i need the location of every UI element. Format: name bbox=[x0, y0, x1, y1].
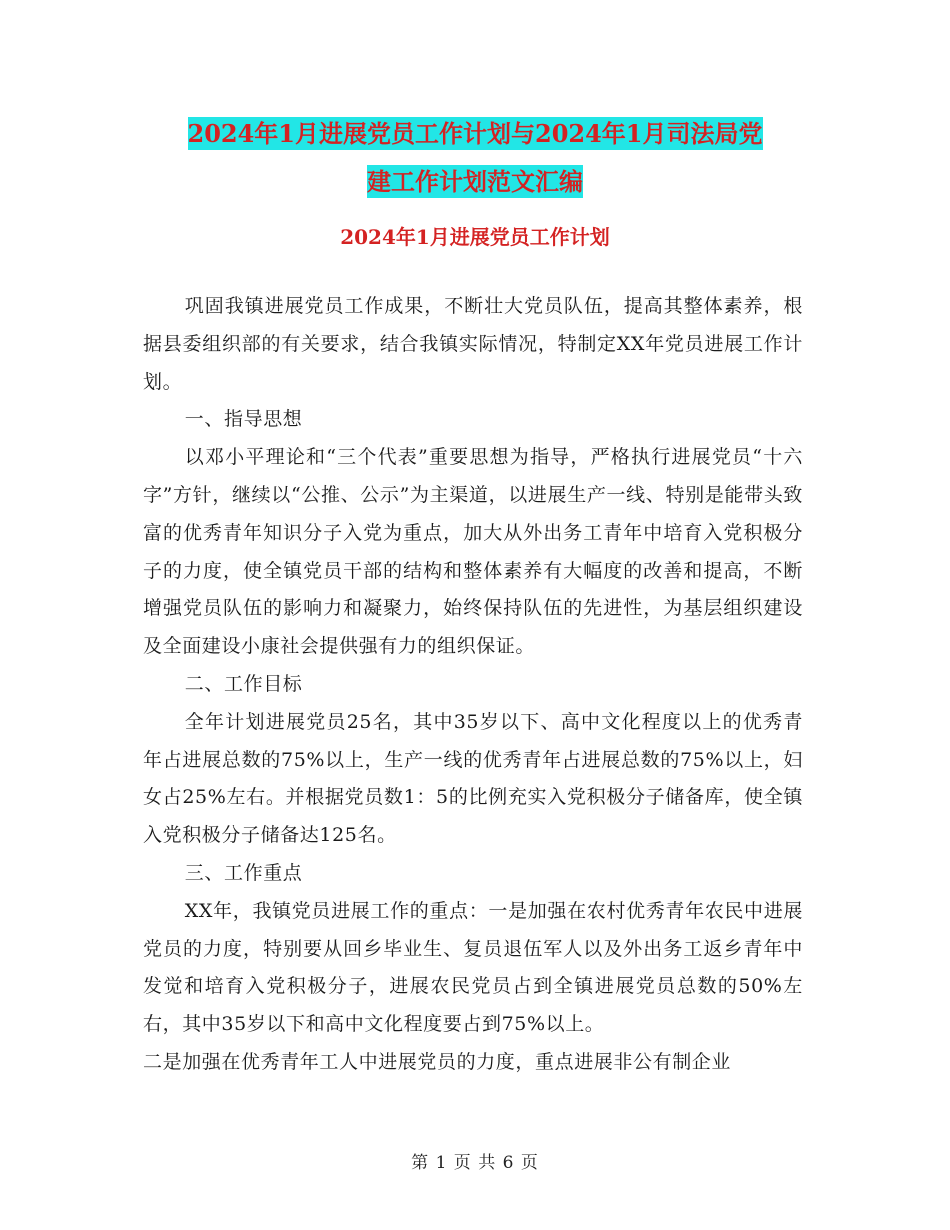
heading-work-focus: 三、工作重点 bbox=[184, 861, 303, 884]
paragraph-work-goals: 全年计划进展党员25名，其中35岁以下、高中文化程度以上的优秀青年占进展总数的75%以上，生产一线的优秀青年占进展总数的75%以上，妇女占25%左右。并根据党员数1：5的比例充实入党积极分子储备库，使全镇入党积极分子储备达125名。 bbox=[143, 710, 803, 847]
paragraph-work-focus: XX年，我镇党员进展工作的重点：一是加强在农村优秀青年农民中进展党员的力度，特别要从回乡毕业生、复员退伍军人以及外出务工返乡青年中发觉和培育入党积极分子，进展农民党员占到全镇进展党员总数的50%左右，其中35岁以下和高中文化程度要占到75%以上。 bbox=[143, 899, 803, 1036]
paragraph-intro: 巩固我镇进展党员工作成果，不断壮大党员队伍，提高其整体素养，根据县委组织部的有关要求，结合我镇实际情况，特制定XX年党员进展工作计划。 bbox=[143, 295, 803, 393]
document-title bbox=[140, 110, 810, 206]
paragraph-work-focus-continued: 二是加强在优秀青年工人中进展党员的力度，重点进展非公有制企业 bbox=[143, 1050, 732, 1073]
section-title: 2024年1月进展党员工作计划 bbox=[340, 225, 610, 249]
page-footer: 第 1 页 共 6 页 bbox=[411, 1153, 539, 1173]
document-title-line-2: 建工作计划范文汇编 bbox=[367, 167, 583, 196]
document-title-line-1: 2024年1月进展党员工作计划与2024年1月司法局党 bbox=[187, 119, 763, 148]
heading-guiding-ideology: 一、指导思想 bbox=[184, 408, 303, 431]
document-body bbox=[143, 288, 803, 1082]
paragraph-guiding-ideology: 以邓小平理论和“三个代表”重要思想为指导，严格执行进展党员“十六字”方针，继续以“公推、公示”为主渠道，以进展生产一线、特别是能带头致富的优秀青年知识分子入党为重点，加大从外出务工青年中培育入党积极分子的力度，使全镇党员干部的结构和整体素养有大幅度的改善和提高，不断增强党员队伍的影响力和凝聚力，始终保持队伍的先进性，为基层组织建设及全面建设小康社会提供强有力的组织保证。 bbox=[143, 446, 803, 658]
heading-work-goals: 二、工作目标 bbox=[184, 672, 303, 695]
